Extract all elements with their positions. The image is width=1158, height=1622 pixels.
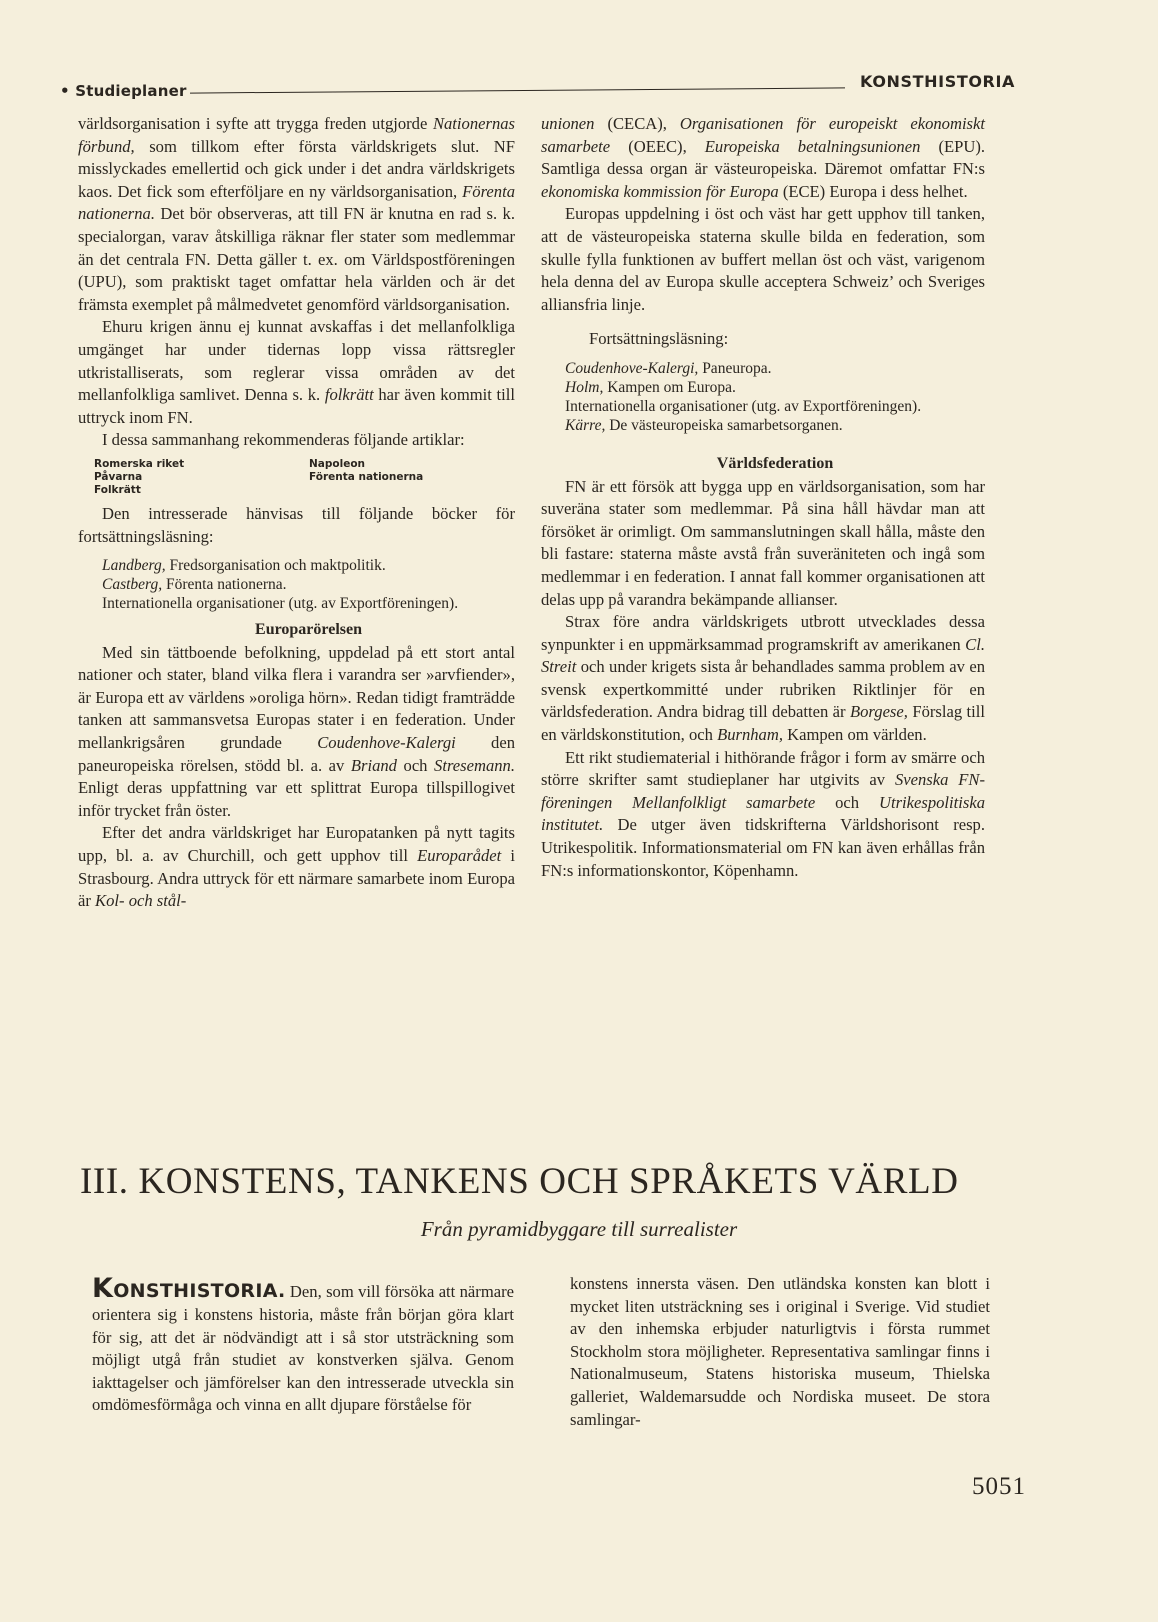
- book-item: [565, 416, 985, 435]
- book-item: [102, 594, 515, 613]
- section-title: III. KONSTENS, TANKENS OCH SPRÅKETS VÄRLD: [80, 1161, 959, 1202]
- book-item: [565, 359, 985, 378]
- text-run: De västeuropeiska samarbetsorganen.: [605, 416, 843, 434]
- text-run: den paneuropeiska rörelsen, stödd bl. a. av: [78, 733, 516, 775]
- article-item[interactable]: Folkrätt: [94, 483, 141, 496]
- text-run: och: [396, 755, 435, 775]
- italic-text: Briand: [350, 755, 397, 775]
- drop-initial: K: [92, 1273, 114, 1304]
- italic-text: ekonomiska kommission för Europa: [541, 181, 779, 201]
- text-run: Enligt deras uppfattning var ett splittrat Europa tillspillogivet inför trycket från öster.: [78, 778, 515, 820]
- italic-text: folkrätt: [324, 385, 374, 405]
- reading-intro: [78, 503, 515, 548]
- italic-text: Holm,: [565, 378, 604, 396]
- right-paragraphs: [541, 113, 985, 316]
- italic-text: Europeiska betalningsunionen: [704, 136, 921, 156]
- paragraph: [78, 316, 515, 429]
- book-item: [565, 378, 985, 397]
- paragraph: [78, 503, 515, 548]
- book-item: [102, 575, 515, 594]
- paragraph: [78, 429, 515, 452]
- header-section-label: • Studieplaner: [60, 82, 187, 100]
- text-run: världsorganisation i syfte att trygga freden utgjorde: [78, 114, 433, 133]
- text-run: Den intresserade hänvisas till följande böcker för fortsättningsläsning:: [78, 503, 515, 546]
- text-run: i Strasbourg. Andra uttryck för ett närmare samarbete inom Europa är: [78, 846, 515, 911]
- heading-varldsfederation: Världsfederation: [716, 454, 834, 472]
- text-run: Med sin tättboende befolkning, uppdelad på ett stort antal nationer och stater, bland vilka flera i varandra ser »arvfiender», är Europa ett av världens »oroliga hörn». Redan tidigt framträdde tanken att sammansvetsa Europas stater i en federation. Under mellankrigsåren grundade: [78, 642, 515, 753]
- italic-text: unionen: [541, 114, 595, 133]
- article-item[interactable]: Romerska riket: [94, 457, 185, 470]
- text-run: Det bör observeras, att till FN är knutna en rad s. k. specialorgan, varav åtskilliga räknar fler stater som medlemmar än det centrala FN. Detta gäller t. ex. om Världspostföreningen (UPU), som praktiskt taget omfattar hela världen och är det främsta exemplet på målmedvetet genomförd världsorganisation.: [78, 204, 515, 314]
- section-subtitle: Från pyramidbyggare till surrealister: [420, 1217, 738, 1241]
- paragraph: [78, 822, 515, 912]
- heading-europarorelsen: Europarörelsen: [255, 621, 362, 639]
- article-item[interactable]: Påvarna: [94, 470, 143, 483]
- konsthistoria-heading: [92, 1273, 286, 1304]
- europa-paragraphs: [78, 642, 515, 913]
- header-topic-label: KONSTHISTORIA: [860, 72, 1015, 91]
- italic-text: Landberg,: [102, 557, 166, 575]
- italic-text: Europarådet: [417, 846, 502, 866]
- text-run: Strax före andra världskrigets utbrott utvecklades dessa synpunkter i en uppmärksammad programskrift av amerikanen: [541, 612, 985, 654]
- federation-paragraphs: [541, 476, 985, 883]
- text-run: Internationella organisationer (utg. av Exportföreningen).: [102, 595, 459, 613]
- text-run: De utger även tidskrifterna Världshorisont resp. Utrikespolitik. Informationsmaterial om FN kan även erhållas från FN:s informationskontor, Köpenhamn.: [541, 815, 985, 880]
- text-run: Fredsorganisation och maktpolitik.: [165, 557, 386, 575]
- italic-text: Svenska FN-föreningen Mellanfolkligt samarbete: [541, 770, 985, 812]
- italic-text: Borgese,: [850, 702, 908, 722]
- italic-text: Nationernas förbund,: [78, 114, 515, 156]
- text-run: som tillkom efter första världskrigets slut. NF misslyckades emellertid och gick under i det andra världskrigets kaos. Det fick som efterföljare en ny världsorganisation,: [78, 136, 515, 201]
- book-item: [102, 556, 515, 575]
- paragraph: [541, 203, 985, 316]
- book-list: [565, 359, 985, 435]
- book-item: [565, 397, 985, 416]
- konsthistoria-text-right: konstens innersta väsen. Den utländska konsten kan blott i mycket liten utsträckning ses i original i Sverige. Vid studiet av den inhemska erbjuder naturligtvis i första rummet Stockholm stora möjligheter. Representativa samlingar finns i Nationalmuseum, Statens historiska museum, Thielska galleriet, Waldemarsudde och Nordiska museet. De stora samlingar-: [570, 1274, 990, 1429]
- italic-text: Kärre,: [565, 416, 606, 434]
- text-run: Paneuropa.: [698, 359, 772, 377]
- paragraph: [541, 113, 985, 203]
- konsthistoria-text-left: Den, som vill försöka att närmare orientera sig i konstens historia, måste från början göra klart för sig, att det är nödvändigt att i så stor utsträckning som möjligt utgå från studiet av konstverken själva. Genom iakttagelser och jämförelser kan den intresserade utveckla sin omdömesförmåga och vinna en allt djupare förståelse för: [92, 1282, 514, 1415]
- article-item[interactable]: Förenta nationerna: [309, 470, 424, 483]
- italic-text: Burnham,: [717, 725, 783, 745]
- text-run: Europas uppdelning i öst och väst har gett upphov till tanken, att de västeuropeiska staterna skulle bilda en federation, som skulle fylla funktionen av buffert mellan öst och väst, varigenom hela denna del av Europa skulle acceptera Schweiz’ och Sveriges alliansfria linje.: [541, 204, 985, 314]
- italic-text: Kol- och stål-: [95, 891, 187, 911]
- konsthistoria-right: [570, 1273, 990, 1431]
- text-run: Kampen om Europa.: [603, 378, 736, 396]
- right-column: [541, 113, 985, 882]
- paragraph: [541, 476, 985, 612]
- text-run: Efter det andra världskriget har Europatanken på nytt tagits upp, bl. a. av Churchill, och gett upphov till: [78, 823, 515, 866]
- text-run: Förenta nationerna.: [162, 576, 287, 594]
- text-run: Kampen om världen.: [782, 725, 927, 745]
- italic-text: Coudenhove-Kalergi,: [565, 359, 699, 377]
- konsthistoria-left: [92, 1273, 514, 1417]
- page-number: 5051: [972, 1473, 1026, 1500]
- italic-text: Stresemann.: [434, 755, 515, 775]
- text-run: Förslag till en världskonstitution, och: [541, 702, 985, 745]
- heading-rest: ONSTHISTORIA.: [113, 1280, 286, 1302]
- text-run: och under krigets sista år behandlades samma problem av en svensk expertkommitté under rubriken Riktlinjer för en världsfederation. Andra bidrag till debatten är: [541, 657, 985, 722]
- book-list: [102, 556, 515, 613]
- text-run: (CECA),: [594, 114, 680, 133]
- italic-text: Castberg,: [102, 576, 163, 594]
- running-header: [60, 72, 1015, 102]
- text-run: (EPU). Samtliga dessa organ är västeuropeiska. Däremot omfattar FN:s: [541, 136, 986, 179]
- reading-label: Fortsättningsläsning:: [589, 329, 729, 349]
- italic-text: Cl. Streit: [541, 634, 985, 677]
- text-run: Ett rikt studiematerial i hithörande frågor i form av smärre och större skrifter samt studieplaner har utgivits av: [541, 747, 985, 790]
- text-run: (ECE) Europa i dess helhet.: [778, 181, 968, 201]
- text-run: Internationella organisationer (utg. av Exportföreningen).: [565, 397, 922, 415]
- paragraph: [78, 642, 515, 823]
- paragraph: [541, 611, 985, 747]
- left-column: [78, 113, 515, 913]
- paragraph: [541, 747, 985, 883]
- text-run: (OEEC),: [610, 136, 705, 156]
- italic-text: Utrikespolitiska institutet.: [541, 792, 985, 835]
- left-paragraphs: [78, 113, 515, 452]
- text-run: I dessa sammanhang rekommenderas följande artiklar:: [102, 430, 465, 450]
- header-rule: [190, 87, 845, 93]
- paragraph: [78, 113, 515, 316]
- italic-text: Förenta nationerna.: [78, 181, 515, 224]
- text-run: Ehuru krigen ännu ej kunnat avskaffas i det mellanfolkliga umgänget har under tidernas lopp vissa rättsregler utkristalliserats, som reglerar vissa områden av det mellanfolkliga samlivet. Denna s. k.: [78, 317, 515, 405]
- article-list: [94, 458, 515, 497]
- article-item[interactable]: Napoleon: [309, 457, 366, 470]
- text-run: FN är ett försök att bygga upp en världsorganisation, som har suveräna stater som medlemmar. På sina håll hävdar man att försöket är orimligt. Om sammanslutningen skall hålla, måste den bli fastare: staterna måste avstå från suveräniteten och ingå som medlemmar i en federation. I annat fall kommer organisationen att delas upp på varandra bekämpande allianser.: [541, 476, 985, 609]
- italic-text: Organisationen för europeiskt ekonomiskt samarbete: [541, 114, 985, 156]
- text-run: har även kommit till uttryck inom FN.: [78, 385, 515, 427]
- italic-text: Coudenhove-Kalergi: [317, 733, 456, 753]
- text-run: och: [815, 792, 879, 812]
